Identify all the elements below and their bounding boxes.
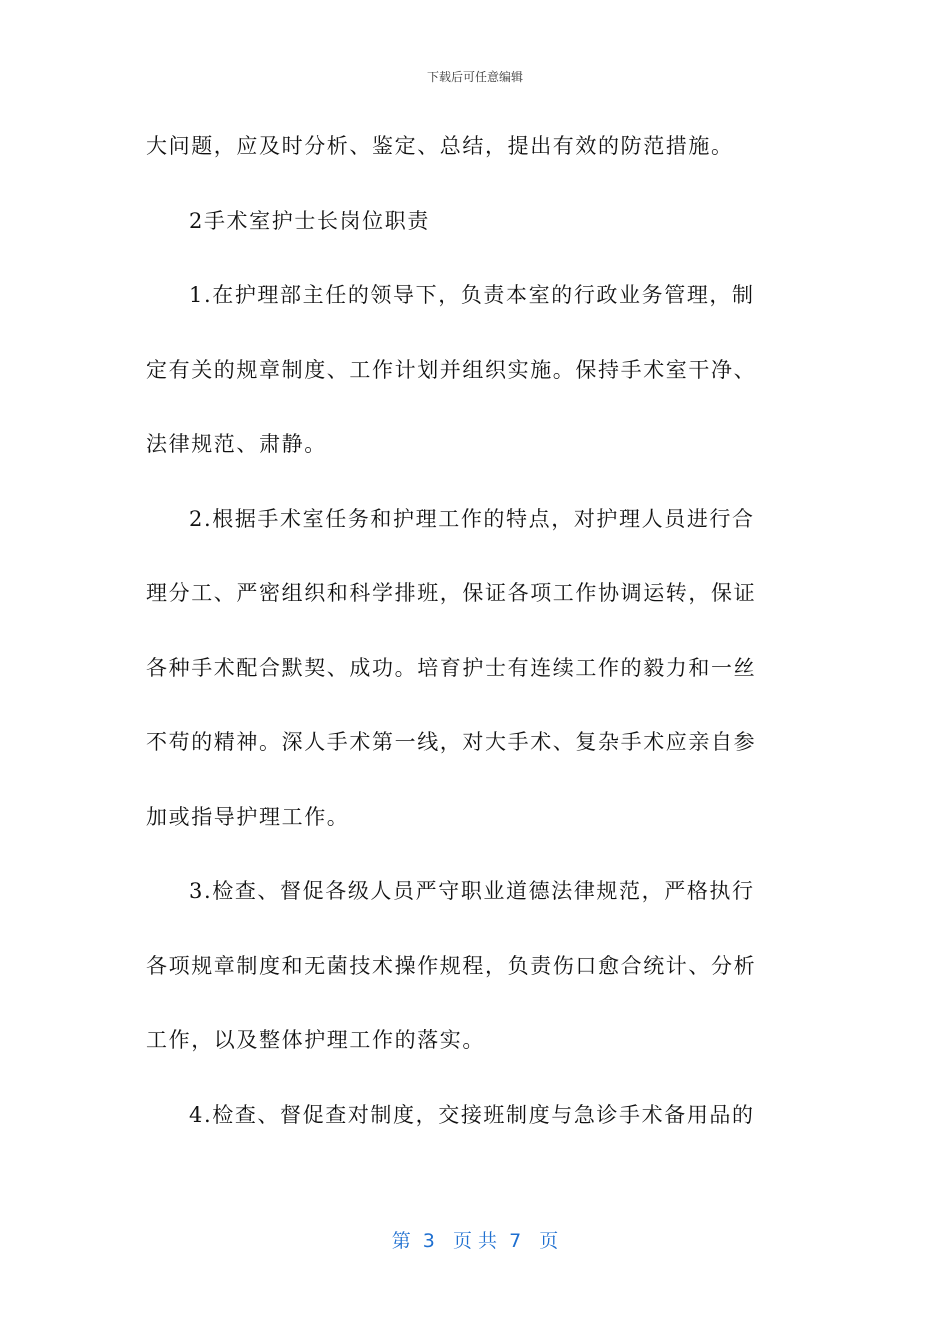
body-line: 工作，以及整体护理工作的落实。 <box>146 1028 485 1052</box>
body-line: 3.检查、督促各级人员严守职业道德法律规范，严格执行 <box>189 879 755 903</box>
body-line: 4.检查、督促查对制度，交接班制度与急诊手术备用品的 <box>189 1102 755 1127</box>
page-footer: 第 3 页 共 7 页 <box>391 1230 559 1252</box>
document-body <box>146 122 794 1165</box>
body-line: 大问题，应及时分析、鉴定、总结，提出有效的防范措施。 <box>146 134 734 158</box>
section-heading: 2手术室护士长岗位职责 <box>189 208 430 233</box>
body-line: 各种手术配合默契、成功。培育护士有连续工作的毅力和一丝 <box>146 655 757 680</box>
body-line: 2.根据手术室任务和护理工作的特点，对护理人员进行合 <box>189 506 755 531</box>
body-line: 各项规章制度和无菌技术操作规程，负责伤口愈合统计、分析 <box>146 953 757 978</box>
body-line: 不苟的精神。深人手术第一线，对大手术、复杂手术应亲自参 <box>146 730 757 754</box>
page-header: 下载后可任意编辑 <box>426 70 523 84</box>
body-line: 法律规范、肃静。 <box>146 432 327 456</box>
body-line: 理分工、严密组织和科学排班，保证各项工作协调运转，保证 <box>146 581 757 605</box>
body-line: 1.在护理部主任的领导下，负责本室的行政业务管理，制 <box>189 283 755 307</box>
body-line: 定有关的规章制度、工作计划并组织实施。保持手术室干净、 <box>146 357 757 382</box>
body-line: 加或指导护理工作。 <box>146 804 350 829</box>
